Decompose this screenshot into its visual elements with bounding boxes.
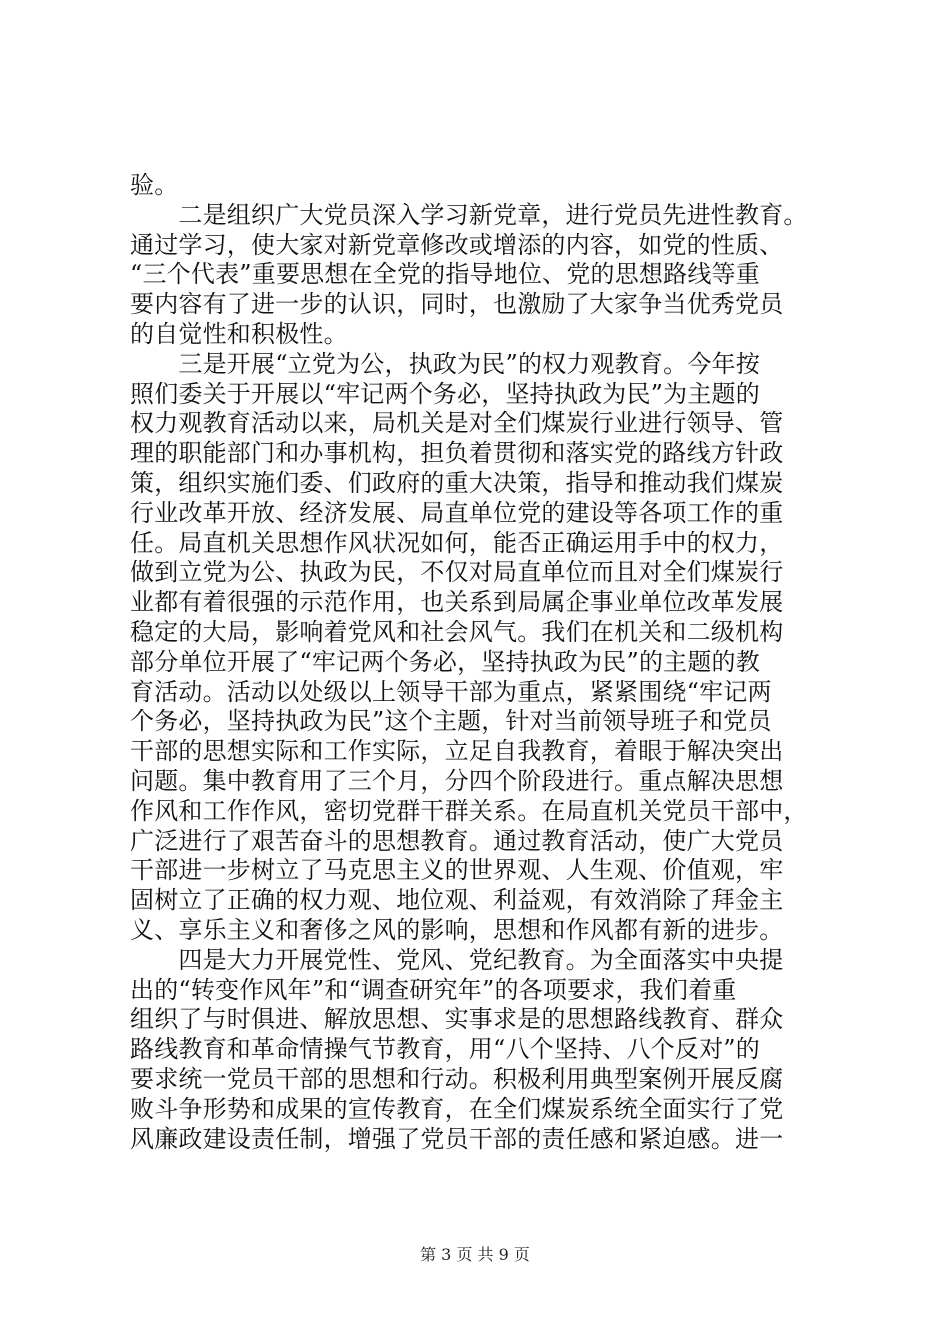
text-line: 干部进一步树立了马克思主义的世界观、人生观、价值观，牢: [130, 856, 784, 885]
text-line: 做到立党为公、执政为民，不仅对局直单位而且对全们煤炭行: [130, 558, 784, 587]
text-line: 作风和工作作风，密切党群干群关系。在局直机关党员干部中，: [130, 796, 808, 825]
text-line: 任。局直机关思想作风状况如何，能否正确运用手中的权力，: [130, 528, 784, 557]
body-text: [130, 171, 830, 1154]
text-line: 广泛进行了艰苦奋斗的思想教育。通过教育活动，使广大党员: [130, 826, 784, 855]
text-line: 育活动。活动以处级以上领导干部为重点，紧紧围绕“牢记两: [130, 677, 772, 706]
text-line: 照们委关于开展以“牢记两个务必，坚持执政为民”为主题的: [130, 379, 760, 408]
text-line: 四是大力开展党性、党风、党纪教育。为全面落实中央提: [130, 945, 784, 974]
text-line: “三个代表”重要思想在全党的指导地位、党的思想路线等重: [130, 260, 760, 289]
text-line: 业都有着很强的示范作用，也关系到局属企事业单位改革发展: [130, 588, 784, 617]
text-line: 败斗争形势和成果的宣传教育，在全们煤炭系统全面实行了党: [130, 1094, 784, 1123]
text-line: 的自觉性和积极性。: [130, 319, 348, 348]
text-line: 三是开展“立党为公，执政为民”的权力观教育。今年按: [130, 349, 760, 378]
text-line: 权力观教育活动以来，局机关是对全们煤炭行业进行领导、管: [130, 409, 784, 438]
text-line: 要求统一党员干部的思想和行动。积极利用典型案例开展反腐: [130, 1064, 784, 1093]
text-line: 干部的思想实际和工作实际，立足自我教育，着眼于解决突出: [130, 737, 784, 766]
text-line: 二是组织广大党员深入学习新党章，进行党员先进性教育。: [130, 200, 808, 229]
text-line: 路线教育和革命情操气节教育，用“八个坚持、八个反对”的: [130, 1035, 760, 1064]
text-line: 策，组织实施们委、们政府的重大决策，指导和推动我们煤炭: [130, 468, 784, 497]
text-line: 行业改革开放、经济发展、局直单位党的建设等各项工作的重: [130, 498, 784, 527]
text-line: 通过学习，使大家对新党章修改或增添的内容，如党的性质、: [130, 230, 784, 259]
text-line: 理的职能部门和办事机构，担负着贯彻和落实党的路线方针政: [130, 439, 784, 468]
text-line: 验。: [130, 171, 179, 199]
text-line: 个务必，坚持执政为民”这个主题，针对当前领导班子和党员: [130, 707, 772, 736]
text-line: 出的“转变作风年”和“调查研究年”的各项要求，我们着重: [130, 975, 737, 1004]
text-line: 固树立了正确的权力观、地位观、利益观，有效消除了拜金主: [130, 886, 784, 915]
text-line: 义、享乐主义和奢侈之风的影响，思想和作风都有新的进步。: [130, 915, 784, 944]
text-line: 问题。集中教育用了三个月，分四个阶段进行。重点解决思想: [130, 766, 784, 795]
text-line: 风廉政建设责任制，增强了党员干部的责任感和紧迫感。进一: [130, 1124, 784, 1153]
page-footer: 第 3 页 共 9 页: [420, 1245, 530, 1264]
text-line: 要内容有了进一步的认识，同时，也激励了大家争当优秀党员: [130, 290, 784, 319]
text-line: 组织了与时俱进、解放思想、实事求是的思想路线教育、群众: [130, 1005, 784, 1034]
text-line: 稳定的大局，影响着党风和社会风气。我们在机关和二级机构: [130, 617, 784, 646]
text-line: 部分单位开展了“牢记两个务必，坚持执政为民”的主题的教: [130, 647, 760, 676]
